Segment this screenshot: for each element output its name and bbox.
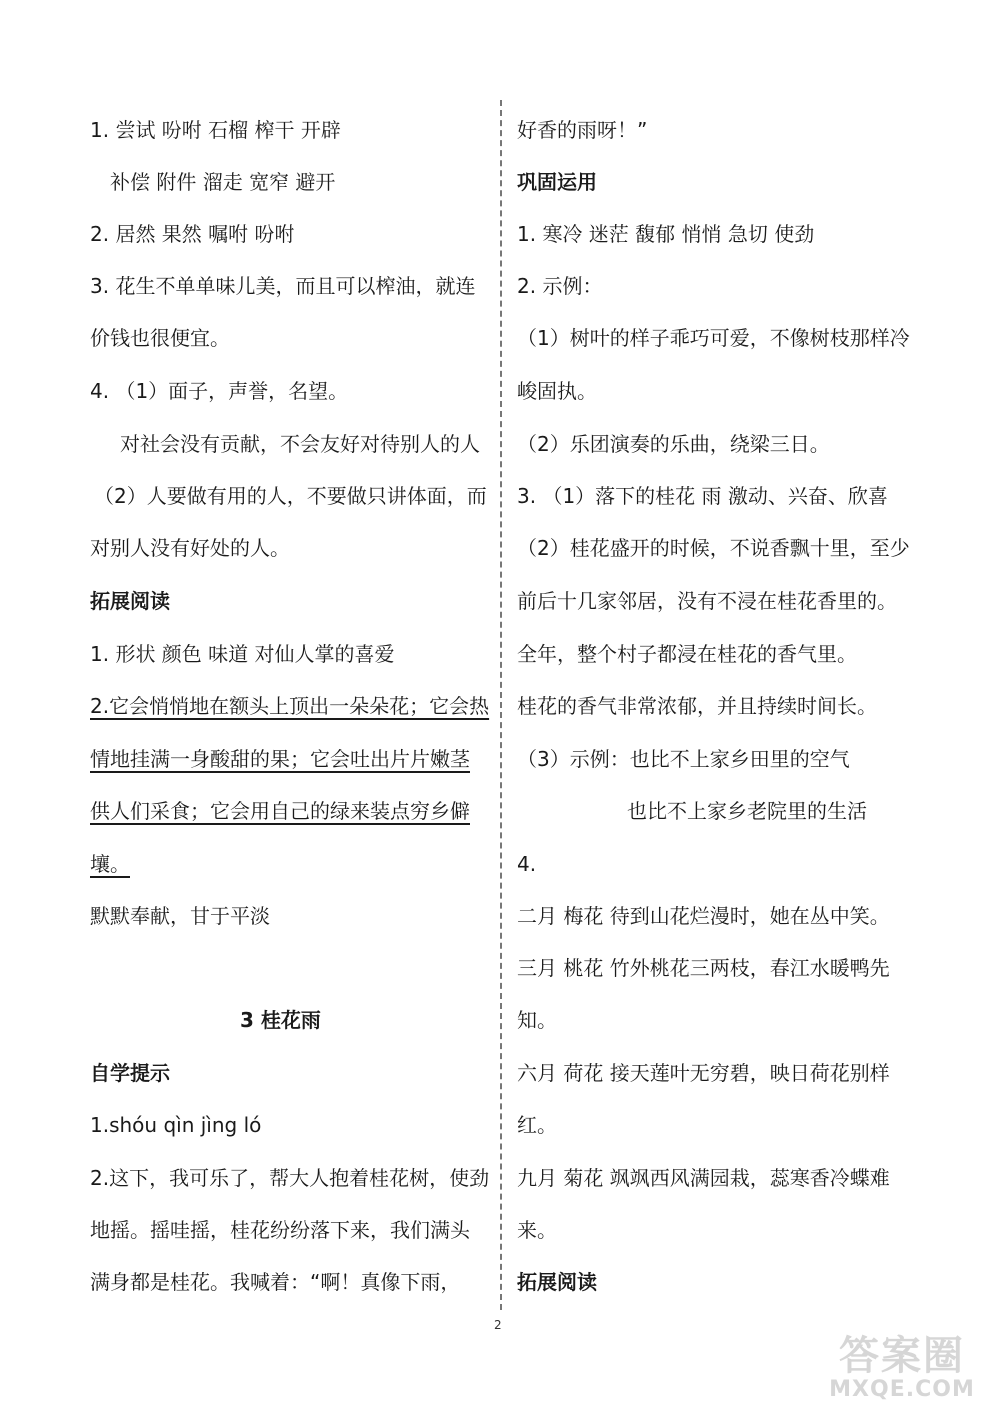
answer-line: （2）乐团演奏的乐曲，绕梁三日。	[517, 432, 830, 456]
answer-line: （2）人要做有用的人，不要做只讲体面，而	[94, 484, 487, 508]
section-heading: 自学提示	[90, 1061, 170, 1085]
answer-line: 对社会没有贡献，不会友好对待别人的人	[120, 432, 480, 456]
answer-line: 3. （1）落下的桂花 雨 激动、兴奋、欣喜	[517, 484, 888, 508]
watermark-logo	[822, 1334, 982, 1404]
answer-line: 红。	[517, 1113, 557, 1137]
answer-line: 前后十几家邻居，没有不浸在桂花香里的。	[517, 589, 897, 613]
watermark-site-text: MXQE.COM	[829, 1377, 975, 1402]
answer-line: 知。	[517, 1008, 557, 1032]
section-heading: 巩固运用	[517, 170, 597, 194]
answer-line: 三月 桃花 竹外桃花三两枝，春江水暖鸭先	[517, 956, 890, 980]
answer-line: 满身都是桂花。我喊着：“啊！真像下雨，	[90, 1270, 461, 1294]
answer-line: 3. 花生不单单味儿美，而且可以榨油，就连	[90, 274, 476, 298]
answer-line: 2.这下，我可乐了，帮大人抱着桂花树，使劲	[90, 1166, 490, 1190]
answer-line: 1.shóu qìn jìng ló	[90, 1113, 262, 1137]
answer-line: 1. 寒冷 迷茫 馥郁 悄悄 急切 使劲	[517, 222, 815, 246]
answer-line: 价钱也很便宜。	[90, 326, 230, 350]
lesson-title: 3 桂花雨	[240, 1008, 321, 1032]
answer-line: 4. （1）面子，声誉，名望。	[90, 379, 349, 403]
section-heading: 拓展阅读	[517, 1270, 597, 1294]
answer-line: 4.	[517, 852, 537, 876]
watermark-logo-text: 答案圈	[839, 1333, 965, 1379]
answer-line: 1. 尝试 吩咐 石榴 榨干 开辟	[90, 118, 341, 142]
answer-line: 九月 菊花 飒飒西风满园栽，蕊寒香冷蝶难	[517, 1166, 890, 1190]
answer-line: 默默奉献，甘于平淡	[90, 904, 270, 928]
column-divider	[500, 100, 502, 1310]
answer-line: 也比不上家乡老院里的生活	[627, 799, 867, 823]
answer-line: 全年，整个村子都浸在桂花的香气里。	[517, 642, 857, 666]
answer-line: （1）树叶的样子乖巧可爱，不像树枝那样冷	[517, 326, 910, 350]
section-heading: 拓展阅读	[90, 589, 170, 613]
answer-line: 桂花的香气非常浓郁，并且持续时间长。	[517, 694, 877, 718]
answer-line: 六月 荷花 接天莲叶无穷碧，映日荷花别样	[517, 1061, 890, 1085]
underlined-answer-line: 供人们采食；它会用自己的绿来装点穷乡僻	[90, 799, 470, 823]
answer-line: 对别人没有好处的人。	[90, 536, 290, 560]
answer-line: 好香的雨呀！”	[517, 118, 648, 142]
answer-line: 二月 梅花 待到山花烂漫时，她在丛中笑。	[517, 904, 890, 928]
answer-line: 1. 形状 颜色 味道 对仙人掌的喜爱	[90, 642, 395, 666]
answer-line: 地摇。摇哇摇，桂花纷纷落下来，我们满头	[90, 1218, 470, 1242]
answer-line: 来。	[517, 1218, 557, 1242]
answer-line: （3）示例：也比不上家乡田里的空气	[517, 747, 850, 771]
underlined-answer-line: 2.它会悄悄地在额头上顶出一朵朵花；它会热	[90, 694, 490, 718]
answer-line: 峻固执。	[517, 379, 597, 403]
answer-line: 补偿 附件 溜走 宽窄 避开	[110, 170, 336, 194]
answer-line: （2）桂花盛开的时候，不说香飘十里，至少	[517, 536, 910, 560]
answer-line: 2. 示例：	[517, 274, 603, 298]
underlined-answer-line: 壤。	[90, 852, 130, 876]
underlined-answer-line: 情地挂满一身酸甜的果；它会吐出片片嫩茎	[90, 747, 470, 771]
page-number: 2	[494, 1318, 502, 1332]
answer-line: 2. 居然 果然 嘱咐 吩咐	[90, 222, 295, 246]
